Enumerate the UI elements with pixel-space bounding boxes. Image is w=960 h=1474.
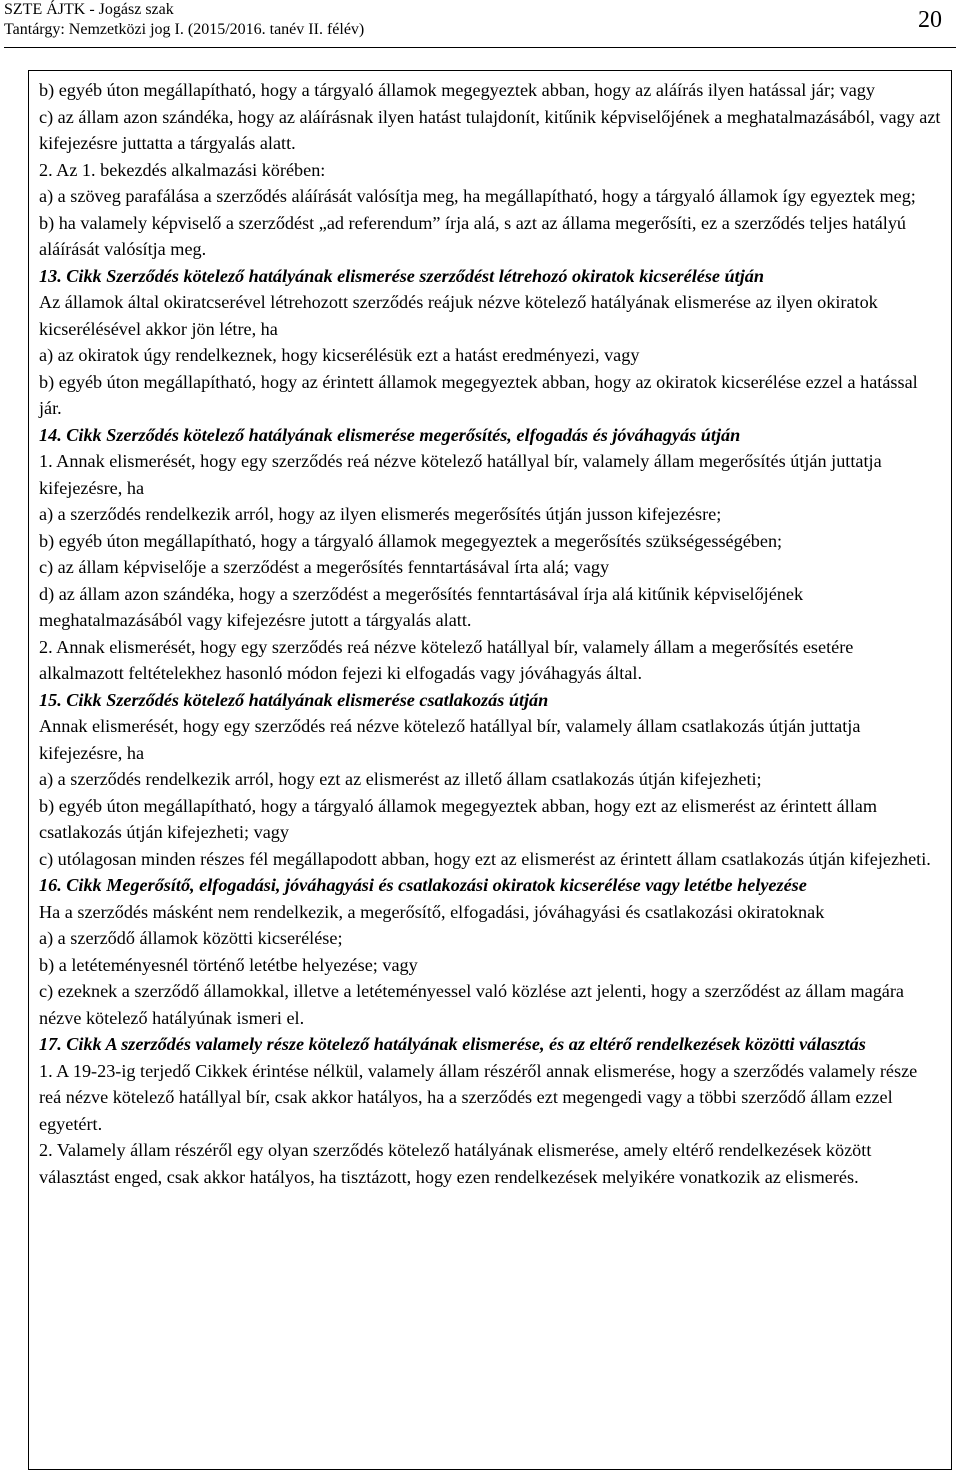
paragraph: Az államok által okiratcserével létrehozott szerződés reájuk nézve kötelező hatályának elismerése az ilyen okiratok kicserélésével akkor jön létre, ha (39, 292, 878, 339)
paragraph: b) egyéb úton megállapítható, hogy az érintett államok megegyeztek abban, hogy az okiratok kicserélése ezzel a hatással jár. (39, 371, 918, 418)
paragraph: 1. A 19-23-ig terjedő Cikkek érintése nélkül, valamely állam részéről annak elismerése, hogy a szerződés valamely része reá nézve kötelező hatállyal bír, csak akkor hatályos, ha a szerződés ezt megengedi vagy a többi szerződő állam ezzel egyetért. (39, 1060, 918, 1134)
paragraph: a) a szerződés rendelkezik arról, hogy ezt az elismerést az illető állam csatlakozás útján kifejezheti; (39, 769, 762, 789)
paragraph: c) az állam azon szándéka, hogy az aláírásnak ilyen hatást tulajdonít, kitűnik képviselőjének a meghatalmazásából, vagy azt kifejezésre juttatta a tárgyalás alatt. (39, 106, 941, 153)
header-course: Tantárgy: Nemzetközi jog I. (2015/2016. tanév II. félév) (4, 21, 365, 38)
page-header (4, 0, 956, 46)
document-body (29, 71, 951, 1190)
article-heading: 16. Cikk Megerősítő, elfogadási, jóváhagyási és csatlakozási okiratok kicserélése vagy letétbe helyezése (39, 875, 807, 895)
paragraph: b) ha valamely képviselő a szerződést „ad referendum” írja alá, s azt az állama megerősíti, ez a szerződés teljes hatályú aláírását valósítja meg. (39, 212, 907, 259)
paragraph: b) egyéb úton megállapítható, hogy a tárgyaló államok megegyeztek abban, hogy ezt az elismerést az érintett állam csatlakozás útján kifejezheti; vagy (39, 795, 877, 842)
paragraph: a) a szöveg parafálása a szerződés aláírását valósítja meg, ha megállapítható, hogy a tárgyaló államok így egyeztek meg; (39, 186, 916, 206)
paragraph: 2. Az 1. bekezdés alkalmazási körében: (39, 159, 326, 180)
header-institution: SZTE ÁJTK - Jogász szak (4, 1, 174, 18)
article-heading: 15. Cikk Szerződés kötelező hatályának elismerése csatlakozás útján (39, 689, 549, 710)
content-frame (28, 70, 952, 1470)
paragraph: Ha a szerződés másként nem rendelkezik, a megerősítő, elfogadási, jóváhagyási és csatlakozási okiratoknak (39, 901, 825, 922)
paragraph: c) ezeknek a szerződő államokkal, illetve a letéteményessel való közlése azt jelenti, hogy a szerződést az állam magára nézve kötelező hatályúnak ismeri el. (39, 981, 905, 1028)
paragraph: a) az okiratok úgy rendelkeznek, hogy kicserélésük ezt a hatást eredményezi, vagy (39, 345, 640, 365)
article-heading: 17. Cikk A szerződés valamely része kötelező hatályának elismerése, és az eltérő rendelkezések közötti választás (39, 1034, 866, 1054)
paragraph: a) a szerződő államok közötti kicserélése; (39, 928, 343, 948)
article-heading: 14. Cikk Szerződés kötelező hatályának elismerése megerősítés, elfogadás és jóváhagyás útján (39, 424, 741, 445)
paragraph: c) utólagosan minden részes fél megállapodott abban, hogy ezt az elismerést az érintett állam csatlakozás útján kifejezheti. (39, 848, 931, 869)
paragraph: b) egyéb úton megállapítható, hogy a tárgyaló államok megegyeztek a megerősítés szükségességében; (39, 530, 783, 551)
paragraph: b) egyéb úton megállapítható, hogy a tárgyaló államok megegyeztek abban, hogy az aláírás ilyen hatással jár; vagy (39, 80, 875, 100)
header-divider (4, 47, 956, 48)
paragraph: d) az állam azon szándéka, hogy a szerződést a megerősítés fenntartásával írja alá kitűnik képviselőjének meghatalmazásából vagy kifejezésre jutott a tárgyalás alatt. (39, 583, 804, 630)
paragraph: a) a szerződés rendelkezik arról, hogy az ilyen elismerés megerősítés útján jusson kifejezésre; (39, 504, 722, 524)
paragraph: 1. Annak elismerését, hogy egy szerződés reá nézve kötelező hatállyal bír, valamely állam megerősítés útján juttatja kifejezésre, ha (39, 451, 882, 498)
article-heading: 13. Cikk Szerződés kötelező hatályának elismerése szerződést létrehozó okiratok kicserélése útján (39, 265, 764, 286)
paragraph: 2. Valamely állam részéről egy olyan szerződés kötelező hatályának elismerése, amely eltérő rendelkezések között választást enged, csak akkor hatályos, ha tisztázott, hogy ezen rendelkezések melyikére vonatkozik az elismerés. (39, 1140, 872, 1187)
paragraph: c) az állam képviselője a szerződést a megerősítés fenntartásával írta alá; vagy (39, 557, 610, 577)
paragraph: b) a letéteményesnél történő letétbe helyezése; vagy (39, 954, 418, 975)
paragraph: Annak elismerését, hogy egy szerződés reá nézve kötelező hatállyal bír, valamely állam csatlakozás útján juttatja kifejezésre, ha (39, 716, 861, 763)
page-number: 20 (918, 7, 942, 33)
paragraph: 2. Annak elismerését, hogy egy szerződés reá nézve kötelező hatállyal bír, valamely állam a megerősítés esetére alkalmazott feltételekhez hasonló módon fejezi ki elfogadás vagy jóváhagyás által. (39, 636, 854, 683)
